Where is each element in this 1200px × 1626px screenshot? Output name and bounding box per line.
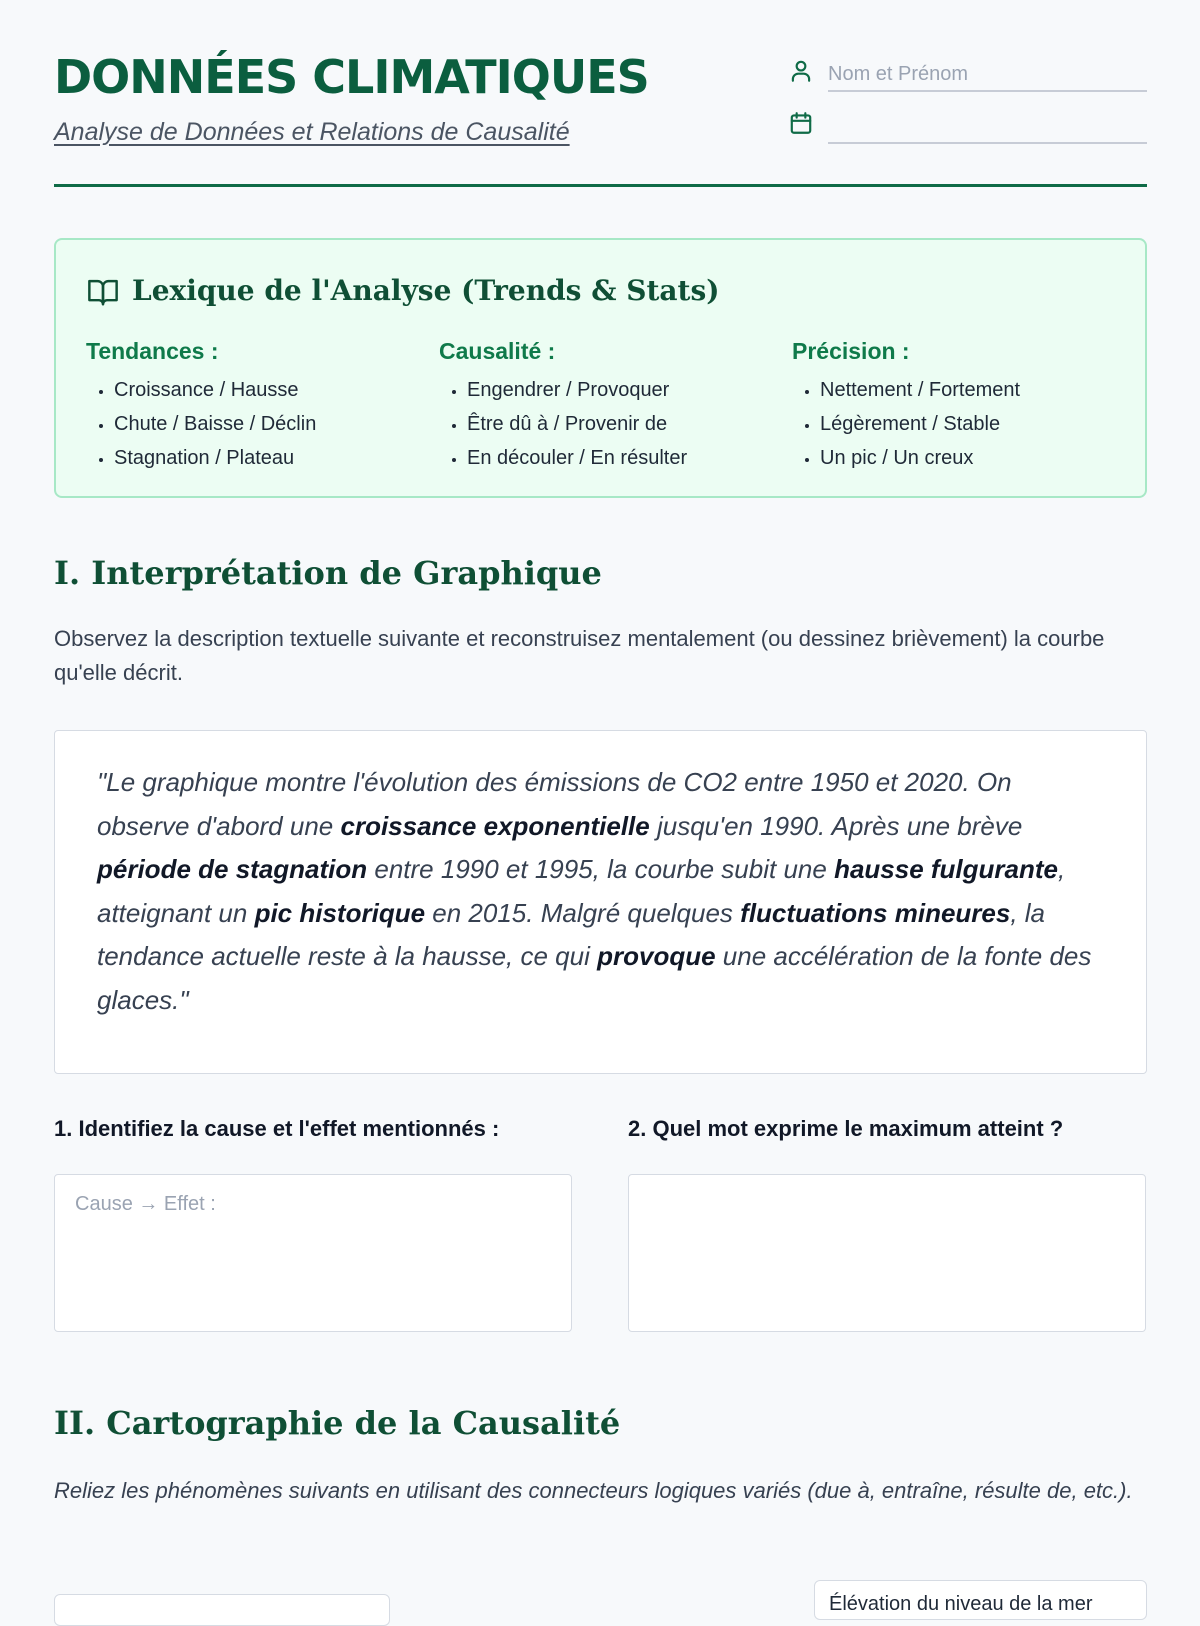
lexicon-heading: Causalité : bbox=[439, 338, 556, 364]
date-row bbox=[788, 110, 1148, 150]
lexicon-item: • Chute / Baisse / Déclin bbox=[114, 407, 416, 441]
phenomenon-card-label: Élévation du niveau de la mer bbox=[829, 1593, 1093, 1615]
name-field[interactable] bbox=[828, 58, 1147, 92]
lexicon-box bbox=[54, 238, 1147, 498]
section-2-description: Reliez les phénomènes suivants en utilisant des connecteurs logiques variés (due à, entraîne, résulte de, etc.). bbox=[54, 1478, 1133, 1503]
lexicon-item: • Croissance / Hausse bbox=[114, 373, 416, 407]
lexicon-column-precision bbox=[792, 338, 1122, 475]
phenomenon-card-right[interactable] bbox=[814, 1580, 1147, 1620]
lexicon-item: • Être dû à / Provenir de bbox=[467, 407, 769, 441]
user-icon bbox=[788, 58, 814, 84]
quote-box bbox=[54, 730, 1147, 1074]
lexicon-item: • Nettement / Fortement bbox=[820, 373, 1122, 407]
lexicon-item: • En découler / En résulter bbox=[467, 441, 769, 475]
lexicon-list bbox=[86, 373, 416, 475]
page-title: DONNÉES CLIMATIQUES bbox=[54, 50, 649, 104]
lexicon-item: • Stagnation / Plateau bbox=[114, 441, 416, 475]
cause-effect-answer[interactable] bbox=[54, 1174, 572, 1332]
lexicon-column-causality bbox=[439, 338, 769, 475]
lexicon-item: • Légèrement / Stable bbox=[820, 407, 1122, 441]
section-1-description: Observez la description textuelle suivante et reconstruisez mentalement (ou dessinez brièvement) la courbe qu'elle décrit. bbox=[54, 626, 1105, 685]
date-field[interactable] bbox=[828, 110, 1147, 144]
phenomenon-card-left[interactable] bbox=[54, 1594, 390, 1626]
lexicon-list bbox=[439, 373, 769, 475]
question-2-label: 2. Quel mot exprime le maximum atteint ? bbox=[628, 1116, 1064, 1141]
maximum-word-answer[interactable] bbox=[628, 1174, 1146, 1332]
lexicon-item: • Engendrer / Provoquer bbox=[467, 373, 769, 407]
lexicon-item: • Un pic / Un creux bbox=[820, 441, 1122, 475]
graph-description-quote: "Le graphique montre l'évolution des émissions de CO2 entre 1950 et 2020. On observe d'abord une croissance exponentielle jusqu'en 1990. Après une brève période de stagnation entre 1990 et 1995, la courbe subit une hausse fulgurante, atteignant un pic historique en 2015. Malgré quelques fluctuations mineures, la tendance actuelle reste à la hausse, ce qui provoque une accélération de la fonte des glaces." bbox=[97, 767, 1092, 1015]
lexicon-title: Lexique de l'Analyse (Trends & Stats) bbox=[132, 274, 720, 307]
section-2-title: II. Cartographie de la Causalité bbox=[54, 1404, 621, 1442]
book-open-icon bbox=[86, 277, 120, 307]
section-1-title: I. Interprétation de Graphique bbox=[54, 554, 602, 592]
worksheet-page bbox=[54, 0, 1147, 1615]
page-subtitle: Analyse de Données et Relations de Causalité bbox=[54, 118, 570, 146]
lexicon-heading: Précision : bbox=[792, 338, 910, 364]
lexicon-heading: Tendances : bbox=[86, 338, 219, 364]
lexicon-column-trends bbox=[86, 338, 416, 475]
name-row bbox=[788, 58, 1148, 98]
lexicon-list bbox=[792, 373, 1122, 475]
header bbox=[54, 0, 1147, 187]
calendar-icon bbox=[788, 110, 814, 136]
question-1-label: 1. Identifiez la cause et l'effet mentionnés : bbox=[54, 1116, 500, 1141]
